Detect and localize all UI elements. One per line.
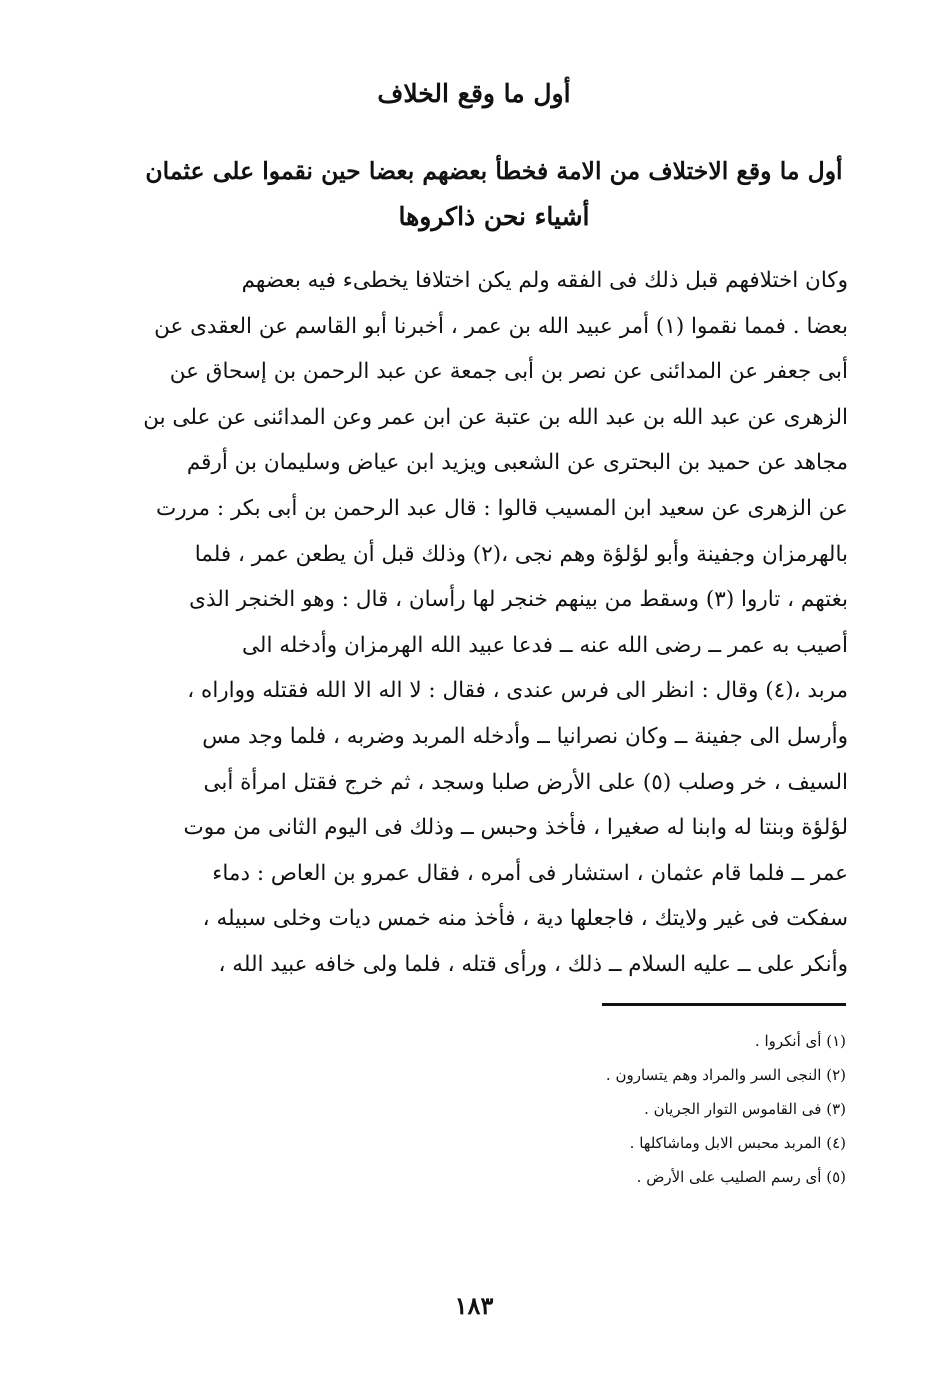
body-line: عمر ــ فلما قام عثمان ، استشار فى أمره ، فقال عمرو بن العاص : دماء: [212, 860, 848, 886]
footnotes: [300, 1024, 846, 1194]
body-line: لؤلؤة وبنتا له وابنا له صغيرا ، فأخذ وحبس ــ وذلك فى اليوم الثانى من موت: [183, 815, 848, 841]
body-line: أبى جعفر عن المدائنى عن نصر بن أبى جمعة عن عبد الرحمن بن إسحاق عن: [169, 359, 848, 385]
body-line: بعضا . فمما نقموا (١) أمر عبيد الله بن عمر ، أخبرنا أبو القاسم عن العقدى عن: [154, 313, 848, 339]
footnote: (٤) المربد محبس الابل وماشاكلها .: [629, 1134, 846, 1152]
body-line: وأنكر على ــ عليه السلام ــ ذلك ، ورأى قتله ، فلما ولى خافه عبيد الله ،: [218, 951, 848, 977]
body-line: مجاهد عن حميد بن البحترى عن الشعبى ويزيد ابن عياض وسليمان بن أرقم: [186, 450, 848, 476]
running-head: أول ما وقع الخلاف: [377, 79, 571, 108]
footnote-separator: [602, 1003, 846, 1006]
body-text: [140, 258, 848, 988]
chapter-title-line: أشياء نحن ذاكروها: [398, 202, 590, 231]
chapter-title-line: أول ما وقع الاختلاف من الامة فخطأ بعضهم بعضا حين نقموا على عثمان: [145, 157, 843, 185]
chapter-title: [140, 148, 848, 240]
body-line: عن الزهرى عن سعيد ابن المسيب قالوا : قال عبد الرحمن بن أبى بكر : مررت: [156, 495, 848, 521]
body-line: بالهرمزان وجفينة وأبو لؤلؤة وهم نجى ،(٢) وذلك قبل أن يطعن عمر ، فلما: [194, 541, 848, 567]
footnote: (٥) أى رسم الصليب على الأرض .: [636, 1168, 846, 1186]
footnote: (١) أى أنكروا .: [754, 1032, 846, 1050]
body-line: السيف ، خر وصلب (٥) على الأرض صلبا وسجد ، ثم خرج فقتل امرأة أبى: [203, 769, 848, 795]
body-line: سفكت فى غير ولايتك ، فاجعلها دية ، فأخذ منه خمس ديات وخلى سبيله ،: [202, 906, 848, 932]
body-line: وكان اختلافهم قبل ذلك فى الفقه ولم يكن اختلافا يخطىء فيه بعضهم: [241, 268, 848, 293]
footnote: (٢) النجى السر والمراد وهم يتسارون .: [605, 1066, 846, 1084]
footnote: (٣) فى القاموس التوار الجريان .: [644, 1100, 846, 1118]
body-line: مربد ،(٤) وقال : انظر الى فرس عندى ، فقال : لا اله الا الله فقتله وواراه ،: [187, 678, 848, 704]
page-number: ١٨٣: [454, 1291, 494, 1320]
body-line: الزهرى عن عبد الله بن عبد الله بن عتبة عن ابن عمر وعن المدائنى عن على بن: [143, 404, 848, 430]
body-line: أصيب به عمر ــ رضى الله عنه ــ فدعا عبيد الله الهرمزان وأدخله الى: [241, 632, 848, 658]
body-line: بغتهم ، تاروا (٣) وسقط من بينهم خنجر لها رأسان ، قال : وهو الخنجر الذى: [189, 587, 848, 613]
body-line: وأرسل الى جفينة ــ وكان نصرانيا ــ وأدخله المربد وضربه ، فلما وجد مس: [202, 723, 848, 749]
